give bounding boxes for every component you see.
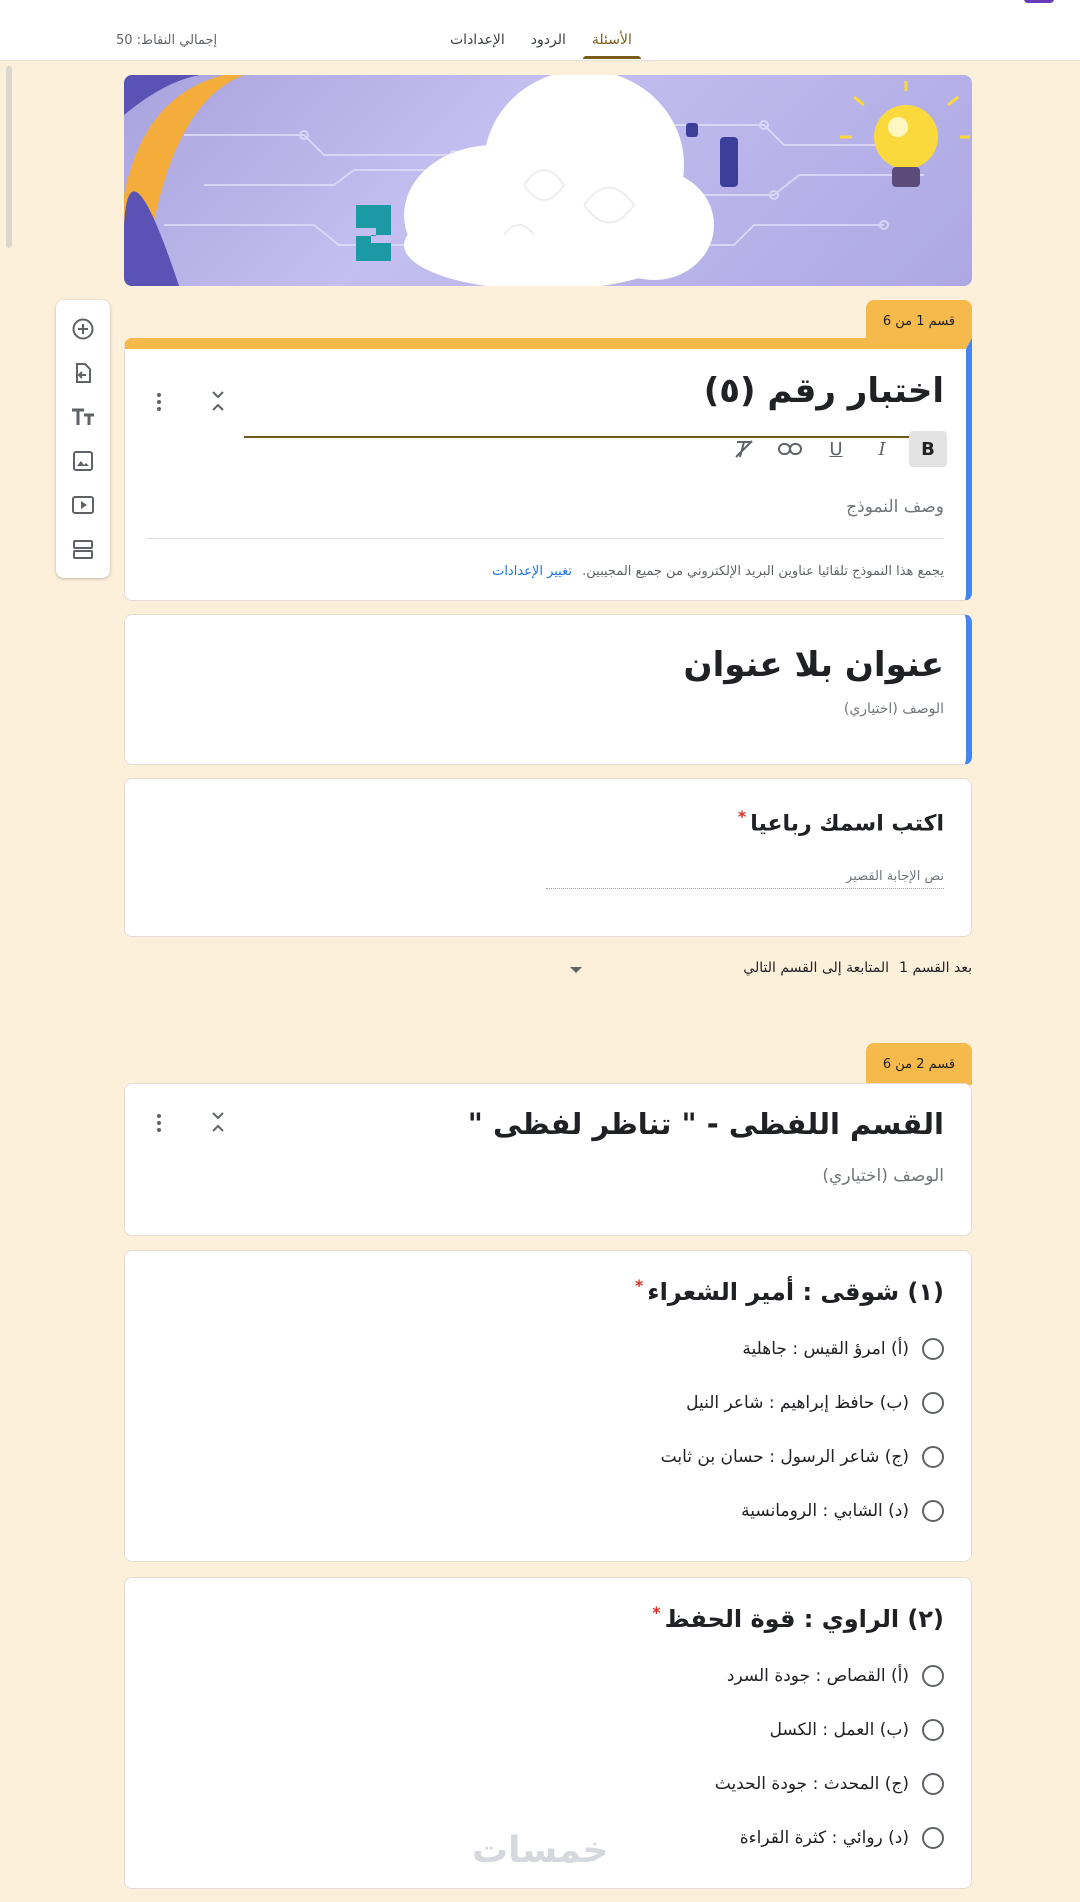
- bold-button[interactable]: B: [909, 431, 947, 467]
- change-settings-link[interactable]: تغيير الإعدادات: [492, 564, 572, 579]
- section-2-tag: قسم 2 من 6: [866, 1043, 972, 1085]
- form-title[interactable]: اختبار رقم (٥): [703, 371, 944, 411]
- option-label: (د) الشابي : الرومانسية: [741, 1501, 909, 1521]
- underline-button[interactable]: U: [829, 438, 843, 460]
- required-marker: *: [737, 807, 747, 826]
- option-label: (ب) حافظ إبراهيم : شاعر النيل: [686, 1393, 909, 1413]
- option-label: (د) روائي : كثرة القراءة: [739, 1828, 909, 1848]
- radio-button[interactable]: [922, 1719, 944, 1741]
- add-question-icon[interactable]: [68, 314, 98, 344]
- option-label: (ج) المحدث : جودة الحديث: [714, 1774, 909, 1794]
- section-2-title[interactable]: القسم اللفظى - " تناظر لفظى ": [467, 1107, 944, 1141]
- total-points: إجمالي النقاط: 50: [116, 33, 218, 48]
- question-2-title-text: (٢) الراوي : قوة الحفظ: [664, 1605, 944, 1633]
- section-navigation-select[interactable]: المتابعة إلى القسم التالي: [743, 960, 889, 976]
- question-card-1[interactable]: [124, 1250, 972, 1562]
- question-2-title: [652, 1603, 944, 1633]
- email-notice: [492, 564, 944, 579]
- tab-settings[interactable]: الإعدادات: [450, 32, 505, 48]
- title-description-card[interactable]: [124, 614, 972, 765]
- required-marker: *: [652, 1603, 661, 1622]
- radio-button[interactable]: [922, 1773, 944, 1795]
- option-row[interactable]: [715, 1811, 944, 1865]
- section-2-description[interactable]: الوصف (اختياري): [822, 1166, 944, 1186]
- radio-button[interactable]: [922, 1827, 944, 1849]
- import-questions-icon[interactable]: [68, 358, 98, 388]
- after-section-row: [124, 960, 972, 982]
- title-block-heading[interactable]: عنوان بلا عنوان: [683, 645, 944, 685]
- collapse-section-icon[interactable]: [210, 1111, 226, 1133]
- radio-button[interactable]: [922, 1338, 944, 1360]
- more-options-icon[interactable]: [155, 1114, 161, 1132]
- dropdown-arrow-icon[interactable]: [569, 966, 583, 974]
- option-label: (أ) امرؤ القيس : جاهلية: [742, 1339, 909, 1359]
- link-icon[interactable]: [771, 431, 809, 467]
- question-title-text: اكتب اسمك رباعيا: [750, 811, 944, 837]
- option-label: (ب) العمل : الكسل: [769, 1720, 909, 1740]
- banner-artwork: [124, 75, 972, 286]
- radio-button[interactable]: [922, 1446, 944, 1468]
- more-options-icon[interactable]: [155, 393, 161, 411]
- add-image-icon[interactable]: [68, 446, 98, 476]
- text-format-bar: [725, 431, 947, 467]
- header-banner-image: [124, 75, 972, 286]
- add-title-icon[interactable]: [68, 402, 98, 432]
- after-section-label: بعد القسم 1: [899, 960, 972, 976]
- page-scrollbar[interactable]: [6, 66, 12, 248]
- add-video-icon[interactable]: [68, 490, 98, 520]
- divider: [147, 538, 944, 539]
- title-block-description[interactable]: الوصف (اختياري): [843, 701, 944, 717]
- question-1-options: [661, 1322, 944, 1538]
- tab-bar: [450, 32, 632, 48]
- section-2-header-card[interactable]: [124, 1083, 972, 1236]
- required-marker: *: [634, 1276, 644, 1295]
- radio-button[interactable]: [922, 1665, 944, 1687]
- italic-button[interactable]: I: [878, 438, 886, 460]
- tab-responses[interactable]: الردود: [530, 32, 566, 48]
- form-header-card[interactable]: [124, 338, 972, 601]
- question-2-options: [715, 1649, 944, 1865]
- form-description-field[interactable]: وصف النموذج: [846, 497, 944, 517]
- option-row[interactable]: [661, 1322, 944, 1376]
- question-card-name[interactable]: [124, 778, 972, 937]
- short-answer-field[interactable]: نص الإجابة القصير: [546, 869, 944, 889]
- question-1-title-text: (١) شوقى : أمير الشعراء: [647, 1278, 944, 1306]
- option-label: (ج) شاعر الرسول : حسان بن ثابت: [660, 1447, 909, 1467]
- option-row[interactable]: [661, 1430, 944, 1484]
- option-row[interactable]: [661, 1376, 944, 1430]
- add-section-icon[interactable]: [68, 534, 98, 564]
- section-1-tag: قسم 1 من 6: [866, 300, 972, 342]
- clear-formatting-icon[interactable]: [725, 431, 763, 467]
- question-1-title: [635, 1276, 944, 1306]
- option-row[interactable]: [715, 1649, 944, 1703]
- email-notice-text: يجمع هذا النموذج تلقائيا عناوين البريد الإلكتروني من جميع المجيبين.: [582, 564, 944, 579]
- radio-button[interactable]: [922, 1392, 944, 1414]
- watermark-logo: خمسات: [472, 1830, 609, 1871]
- option-label: (أ) القصاص : جودة السرد: [726, 1666, 909, 1686]
- option-row[interactable]: [661, 1484, 944, 1538]
- top-bar: [0, 0, 1080, 61]
- corner-badge: [1024, 0, 1054, 3]
- collapse-section-icon[interactable]: [210, 390, 226, 412]
- tab-questions[interactable]: الأسئلة: [591, 32, 632, 48]
- option-row[interactable]: [715, 1757, 944, 1811]
- radio-button[interactable]: [922, 1500, 944, 1522]
- floating-toolbar: [56, 300, 110, 578]
- option-row[interactable]: [715, 1703, 944, 1757]
- question-title: [738, 807, 944, 836]
